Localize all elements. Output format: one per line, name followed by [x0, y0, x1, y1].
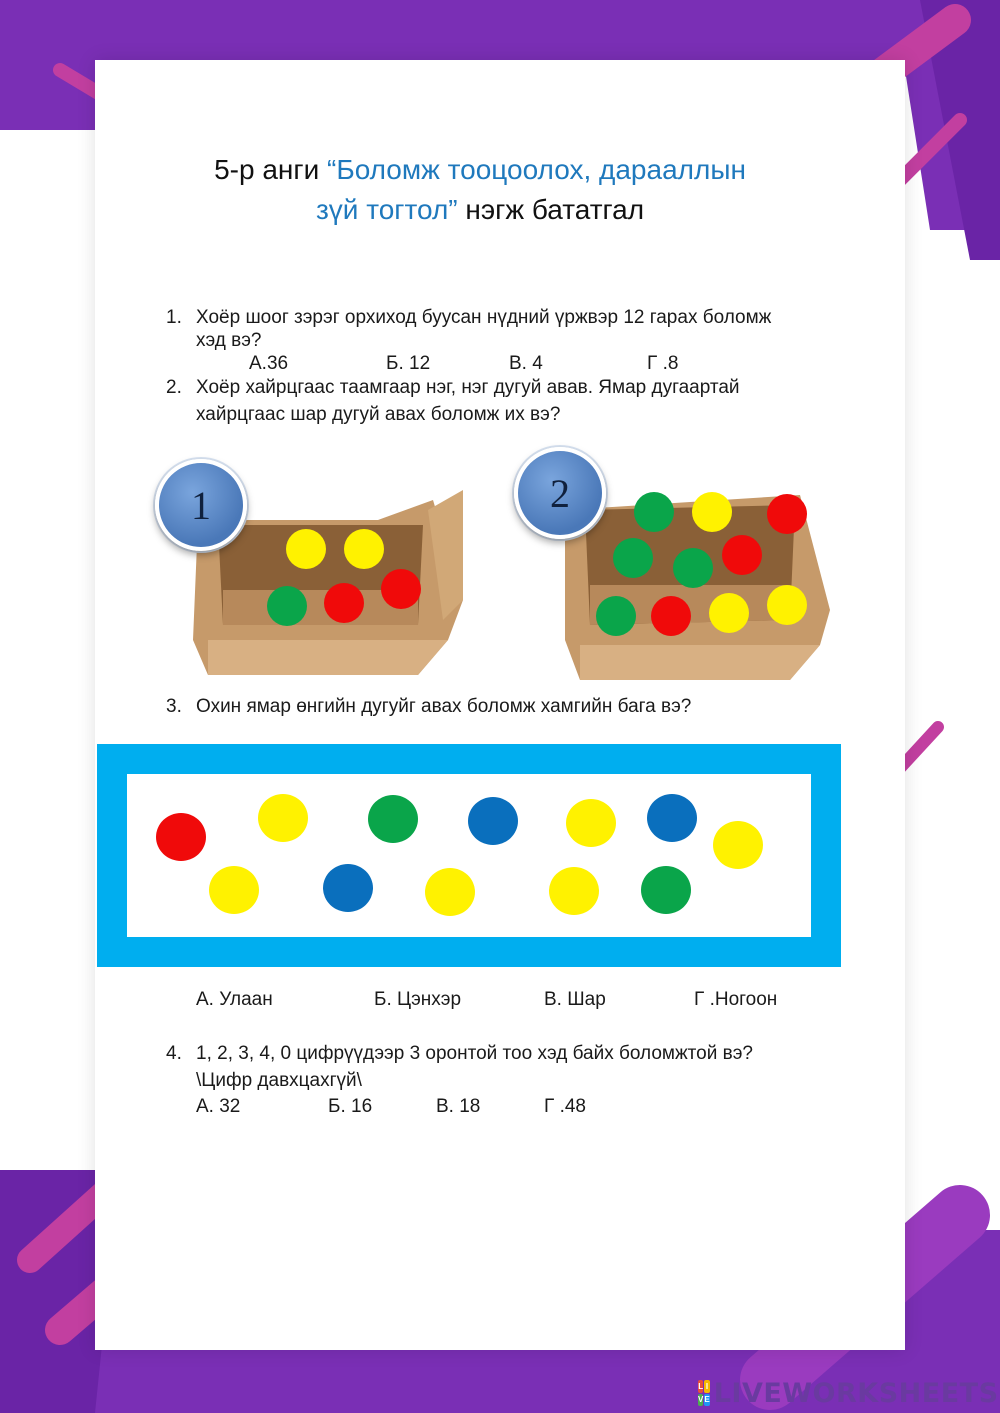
question-3 — [166, 695, 846, 721]
watermark-text: LIVEWORKSHEETS — [713, 1377, 999, 1409]
box-2-ball-green[interactable] — [596, 596, 636, 636]
q4-option-b[interactable]: Б. 16 — [328, 1096, 373, 1117]
box-2-ball-green[interactable] — [613, 538, 653, 578]
box-2-ball-yellow[interactable] — [709, 593, 749, 633]
q3-ball-yellow[interactable] — [713, 821, 763, 869]
q1-option-b[interactable]: Б. 12 — [386, 353, 431, 374]
question-number: 2. — [166, 377, 182, 398]
box-2-ball-green[interactable] — [673, 548, 713, 588]
liveworksheets-watermark[interactable] — [698, 1377, 999, 1409]
q3-ball-yellow[interactable] — [425, 868, 475, 916]
q1-option-a[interactable]: А.36 — [249, 353, 289, 374]
question-4 — [166, 1042, 846, 1094]
question-text-line-1: Охин ямар өнгийн дугуйг авах боломж хамгийн бага вэ? — [196, 696, 692, 717]
q4-option-c[interactable]: В. 18 — [436, 1096, 481, 1117]
question-text-line-1: 1, 2, 3, 4, 0 цифрүүдээр 3 оронтой тоо хэд байх боломжтой вэ? — [196, 1043, 753, 1064]
question-number: 1. — [166, 307, 182, 328]
q3-ball-blue[interactable] — [323, 864, 373, 912]
q1-option-c[interactable]: В. 4 — [509, 353, 543, 374]
box-1-badge: 1 — [155, 459, 247, 551]
q3-option-a[interactable]: А. Улаан — [196, 989, 273, 1010]
question-text-line-1: Хоёр хайрцгаас таамгаар нэг, нэг дугуй авав. Ямар дугаартай — [196, 377, 740, 398]
question-number: 3. — [166, 696, 182, 717]
box-2-ball-green[interactable] — [634, 492, 674, 532]
question-text-line-1: Хоёр шоог зэрэг орхиход буусан нүдний үржвэр 12 гарах боломж — [196, 307, 772, 328]
q4-option-d[interactable]: Г .48 — [544, 1096, 586, 1117]
question-text-line-2: \Цифр давхцахгүй\ — [196, 1070, 362, 1091]
question-text-line-2: хэд вэ? — [196, 330, 262, 351]
box-2-ball-yellow[interactable] — [692, 492, 732, 532]
q3-ball-green[interactable] — [641, 866, 691, 914]
box-1-ball-green[interactable] — [267, 586, 307, 626]
box-1-ball-red[interactable] — [381, 569, 421, 609]
q3-ball-blue[interactable] — [468, 797, 518, 845]
page-title: 5-р анги “Боломж тооцоолох, дарааллын зүй тогтол” нэгж бататгал — [214, 154, 746, 225]
question-number: 4. — [166, 1043, 182, 1064]
q1-option-d[interactable]: Г .8 — [647, 353, 679, 374]
q3-ball-yellow[interactable] — [549, 867, 599, 915]
box-2-badge: 2 — [514, 447, 606, 539]
q3-option-b[interactable]: Б. Цэнхэр — [374, 989, 462, 1010]
q3-ball-red[interactable] — [156, 813, 206, 861]
q3-ball-blue[interactable] — [647, 794, 697, 842]
q4-option-a[interactable]: А. 32 — [196, 1096, 241, 1117]
box-1-ball-red[interactable] — [324, 583, 364, 623]
question-2 — [166, 376, 846, 426]
question-1 — [166, 306, 846, 356]
q3-ball-yellow[interactable] — [566, 799, 616, 847]
q3-option-d[interactable]: Г .Ногоон — [694, 989, 778, 1010]
box-1-ball-yellow[interactable] — [286, 529, 326, 569]
box-2-ball-red[interactable] — [767, 494, 807, 534]
box-2-ball-red[interactable] — [651, 596, 691, 636]
q3-ball-yellow[interactable] — [258, 794, 308, 842]
box-2-ball-red[interactable] — [722, 535, 762, 575]
box-1-ball-yellow[interactable] — [344, 529, 384, 569]
q3-ball-green[interactable] — [368, 795, 418, 843]
q3-ball-yellow[interactable] — [209, 866, 259, 914]
question-text-line-2: хайрцгаас шар дугуй авах боломж их вэ? — [196, 404, 561, 425]
box-2-ball-yellow[interactable] — [767, 585, 807, 625]
liveworksheets-logo-icon: L I V E — [698, 1381, 710, 1405]
q3-option-c[interactable]: В. Шар — [544, 989, 606, 1010]
